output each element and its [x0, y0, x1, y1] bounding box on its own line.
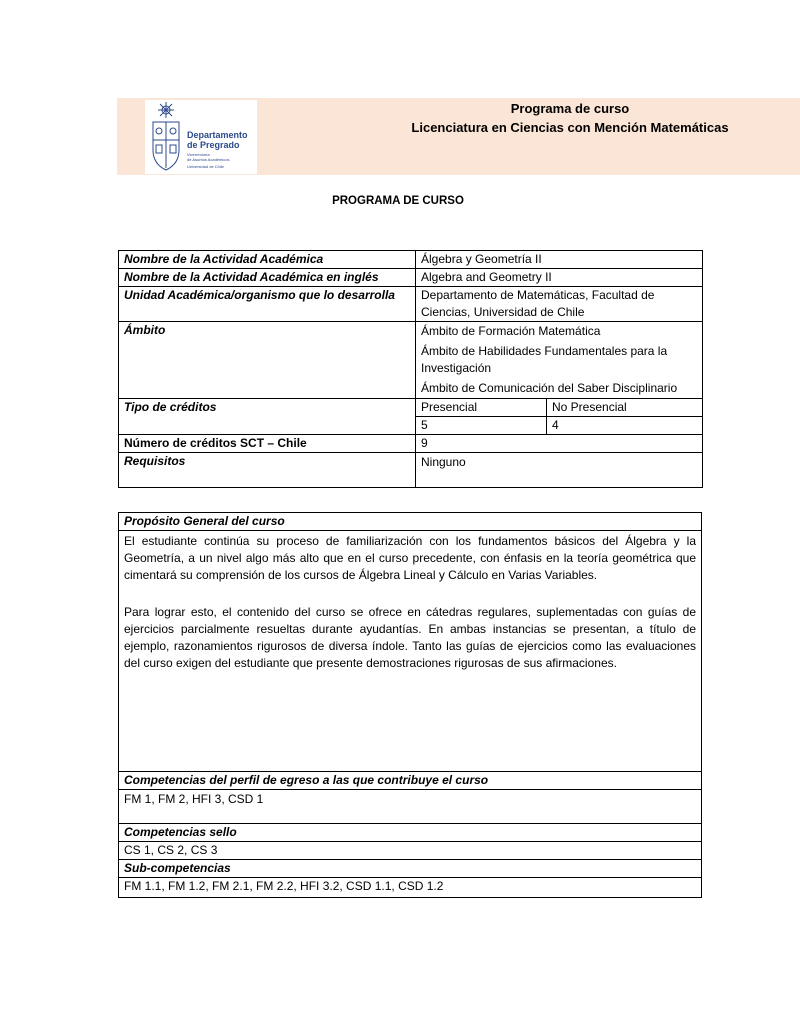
sub-label: Sub-competencias: [119, 860, 702, 878]
row-sello-label: [119, 824, 702, 842]
logo-name: Departamento: [187, 130, 248, 140]
row-sub-value: [119, 878, 702, 898]
header-line-1: Programa de curso: [510, 101, 630, 116]
row-competencias-value: [119, 790, 702, 824]
creditos-value: 9: [416, 435, 703, 453]
course-purpose-table: [118, 512, 702, 898]
row-proposito-label: [119, 513, 702, 531]
competencias-value: FM 1, FM 2, HFI 3, CSD 1: [119, 790, 702, 824]
ambito-item: Ámbito de Habilidades Fundamentales para la Investigación: [421, 344, 668, 375]
logo-sub-1: Vicerrectoría: [187, 152, 210, 157]
row-nombre: [119, 251, 703, 269]
unidad-label: Unidad Académica/organismo que lo desarrolla: [119, 287, 416, 322]
proposito-paragraph-1: El estudiante continúa su proceso de familiarización con los fundamentos básicos del Álgebra y la Geometría, a un nivel algo más alto que en el curso precedente, con énfasis en la teoría geométrica que cimentará su comprensión de los cursos de Álgebra Lineal y Cálculo en Varias Variables.: [124, 534, 696, 582]
sello-value: CS 1, CS 2, CS 3: [119, 842, 702, 860]
unidad-value: Departamento de Matemáticas, Facultad de Ciencias, Universidad de Chile: [416, 287, 703, 322]
row-competencias-label: [119, 772, 702, 790]
ambito-item: Ámbito de Formación Matemática: [421, 324, 601, 338]
ingles-label: Nombre de la Actividad Académica en inglés: [119, 269, 416, 287]
requisitos-value: Ninguno: [416, 453, 703, 488]
logo-sub-2: de Asuntos Académicos: [187, 157, 230, 162]
row-tipo-header: [119, 399, 703, 417]
no-presencial-value: 4: [547, 417, 703, 435]
row-unidad: [119, 287, 703, 322]
ambito-label: Ámbito: [119, 322, 416, 399]
nombre-label: Nombre de la Actividad Académica: [119, 251, 416, 269]
nombre-value: Álgebra y Geometría II: [416, 251, 703, 269]
university-crest-icon: [145, 100, 187, 174]
presencial-label: Presencial: [416, 399, 547, 417]
document-title: [0, 195, 800, 207]
presencial-value: 5: [416, 417, 547, 435]
row-proposito-body: [119, 531, 702, 772]
tipo-label: Tipo de créditos: [119, 399, 416, 435]
row-requisitos: [119, 453, 703, 488]
sello-label: Competencias sello: [119, 824, 702, 842]
requisitos-label: Requisitos: [119, 453, 416, 488]
row-creditos: [119, 435, 703, 453]
row-ambito: [119, 322, 703, 399]
row-sub-label: [119, 860, 702, 878]
course-info-table: [118, 250, 703, 488]
proposito-paragraph-2: Para lograr esto, el contenido del curso se ofrece en cátedras regulares, suplementadas con guías de ejercicios parcialmente resueltas durante ayudantías. En ambas instancias se presentan, a título de ejemplo, razonamientos rigurosos de diversa índole. Tanto las guías de ejercicios como las evaluaciones del curso exigen del estudiante que presente demostraciones rigurosas de sus afirmaciones.: [124, 605, 696, 670]
document-title-text: PROGRAMA DE CURSO: [332, 195, 464, 207]
row-ingles: [119, 269, 703, 287]
proposito-label: Propósito General del curso: [119, 513, 702, 531]
ambito-values: [416, 322, 703, 399]
ingles-value: Algebra and Geometry II: [416, 269, 703, 287]
proposito-body: [119, 531, 702, 772]
department-logo: [145, 100, 257, 174]
logo-sub-3: Universidad de Chile: [187, 164, 224, 169]
creditos-label: Número de créditos SCT – Chile: [119, 435, 416, 453]
logo-name-2: de Pregrado: [187, 140, 240, 150]
row-sello-value: [119, 842, 702, 860]
competencias-label: Competencias del perfil de egreso a las que contribuye el curso: [119, 772, 702, 790]
sub-value: FM 1.1, FM 1.2, FM 2.1, FM 2.2, HFI 3.2, CSD 1.1, CSD 1.2: [119, 878, 702, 898]
header-line-2: Licenciatura en Ciencias con Mención Matemáticas: [411, 120, 729, 135]
no-presencial-label: No Presencial: [547, 399, 703, 417]
ambito-item: Ámbito de Comunicación del Saber Disciplinario: [421, 381, 678, 395]
